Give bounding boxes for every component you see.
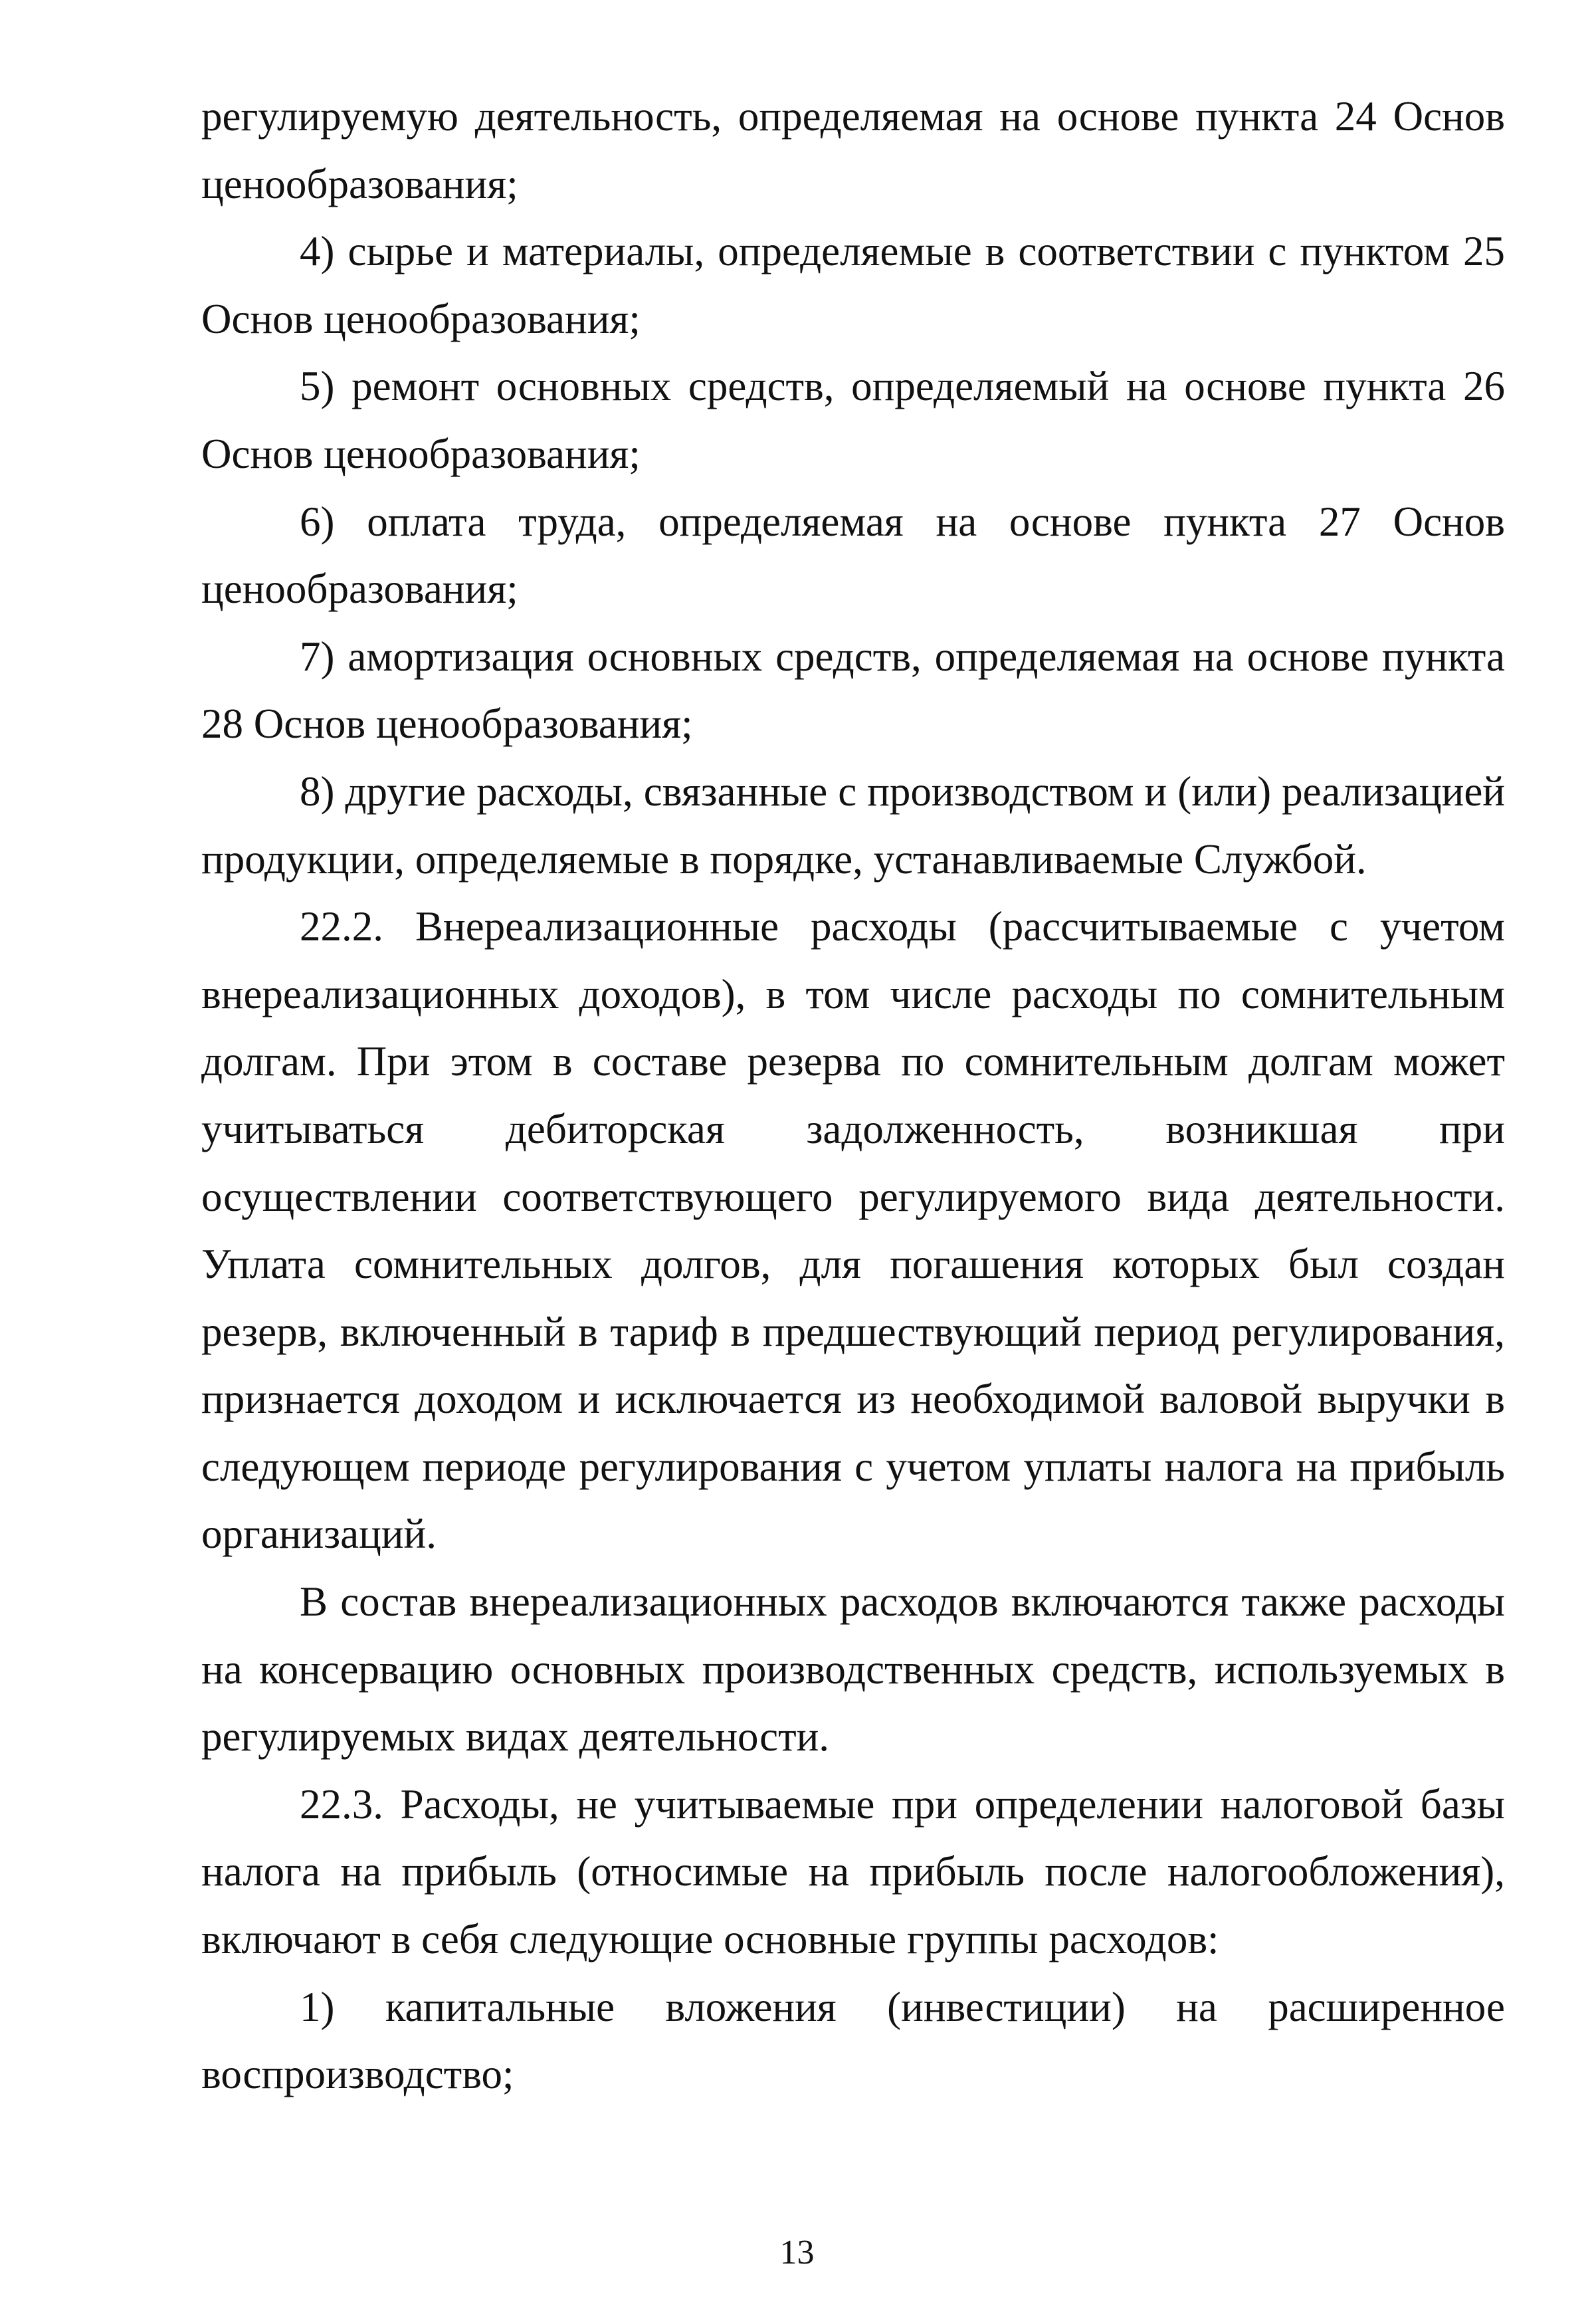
document-body bbox=[201, 83, 1505, 2109]
paragraph-continuation: регулируемую деятельность, определяемая на основе пункта 24 Основ ценообразования; bbox=[201, 93, 1505, 207]
clause-22-2: 22.2. Внереализационные расходы (рассчитываемые с учетом внереализационных доходов), в том числе расходы по сомнительным долгам. При этом в составе резерва по сомнительным долгам может учитываться дебиторская задолженность, возникшая при осуществлении соответствующего регулируемого вида деятельности. Уплата сомнительных долгов, для погашения которых был создан резерв, включенный в тариф в предшествующий период регулирования, признается доходом и исключается из необходимой валовой выручки в следующем периоде регулирования с учетом уплаты налога на прибыль организаций. bbox=[201, 903, 1505, 1558]
clause-22-3: 22.3. Расходы, не учитываемые при определении налоговой базы налога на прибыль (относимые на прибыль после налогообложения), включают в себя следующие основные группы расходов: bbox=[201, 1780, 1505, 1963]
clause-22-2-addendum: В состав внереализационных расходов включаются также расходы на консервацию основных производственных средств, используемых в регулируемых видах деятельности. bbox=[201, 1578, 1505, 1760]
page-number: 13 bbox=[779, 2234, 815, 2271]
list-item-7: 7) амортизация основных средств, определяемая на основе пункта 28 Основ ценообразования; bbox=[201, 633, 1505, 748]
list-item-5: 5) ремонт основных средств, определяемый на основе пункта 26 Основ ценообразования; bbox=[201, 363, 1505, 477]
list-item-8: 8) другие расходы, связанные с производством и (или) реализацией продукции, определяемые в порядке, устанавливаемые Службой. bbox=[201, 768, 1505, 883]
clause-22-3-item-1: 1) капитальные вложения (инвестиции) на расширенное воспроизводство; bbox=[201, 1983, 1505, 2098]
list-item-6: 6) оплата труда, определяемая на основе пункта 27 Основ ценообразования; bbox=[201, 498, 1505, 613]
list-item-4: 4) сырье и материалы, определяемые в соответствии с пунктом 25 Основ ценообразования; bbox=[201, 228, 1505, 342]
